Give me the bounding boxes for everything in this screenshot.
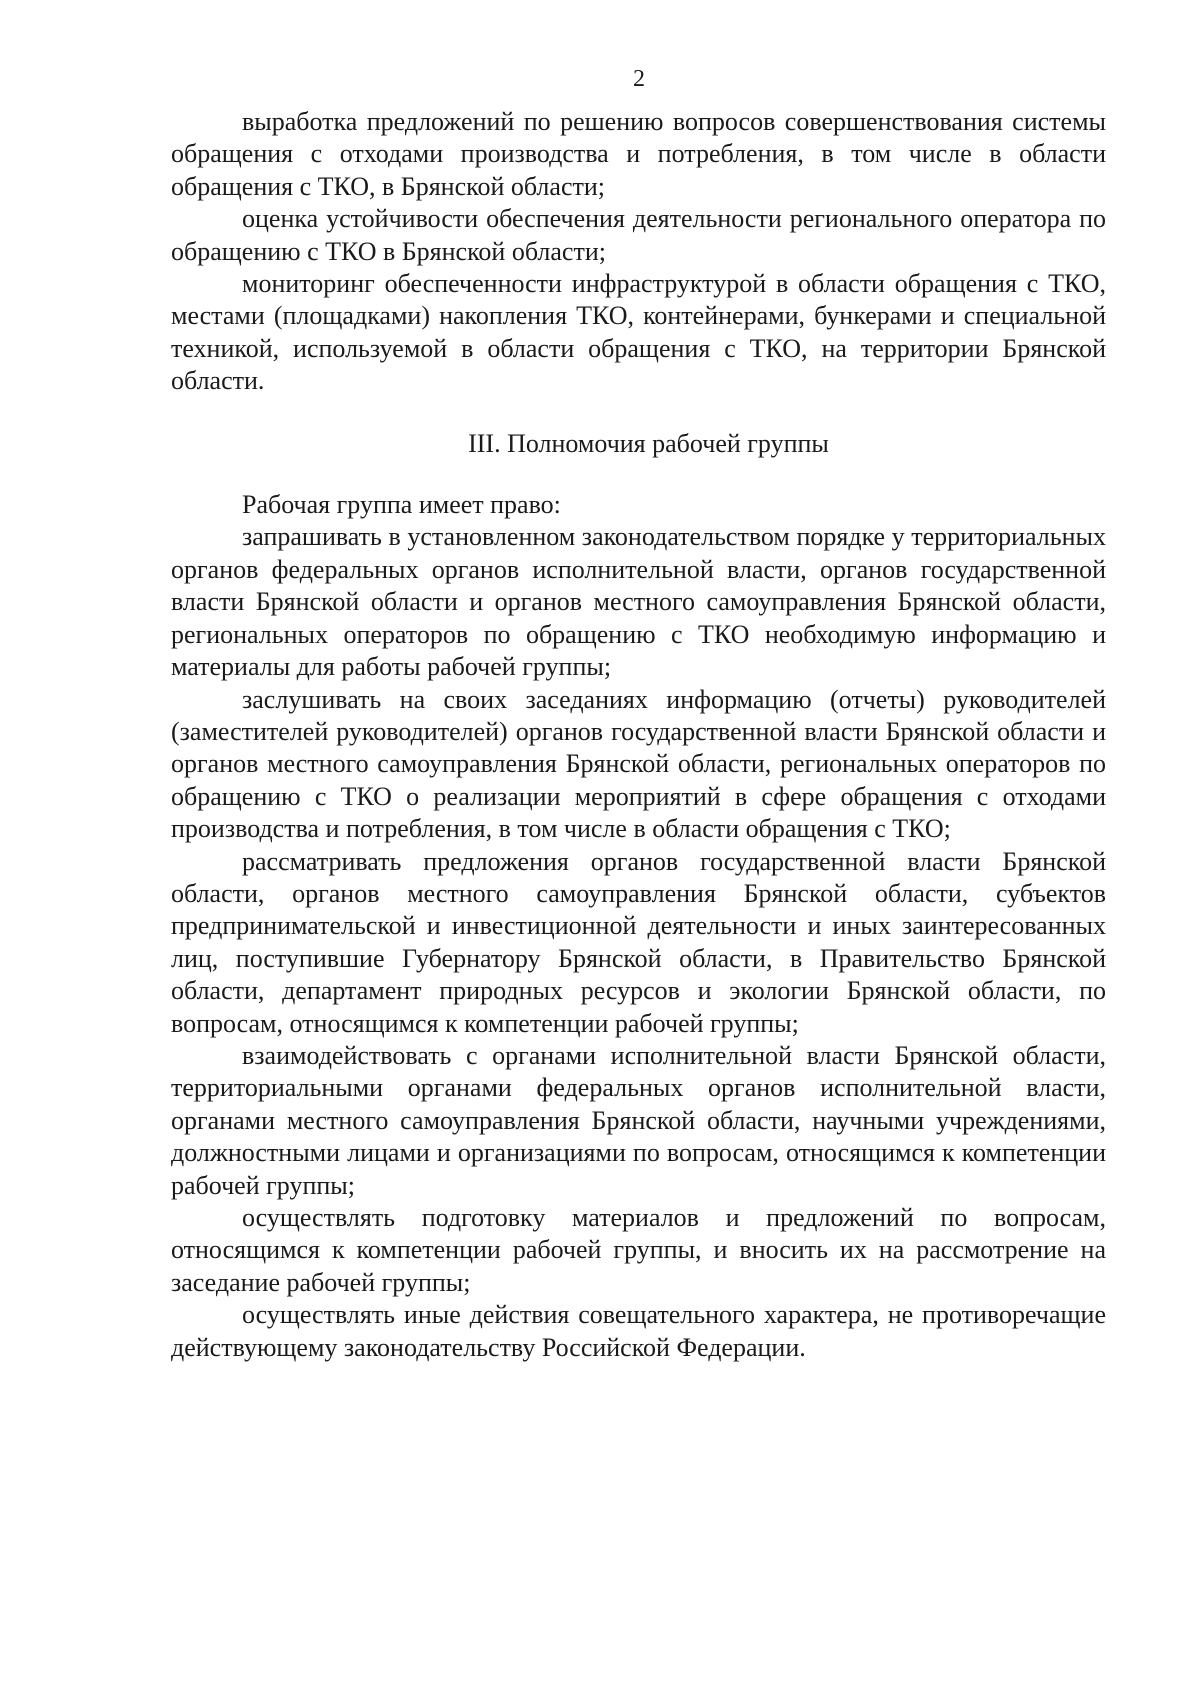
paragraph-rights-intro: Рабочая группа имеет право:	[242, 490, 561, 520]
paragraph-infrastructure-monitoring: мониторинг обеспеченности инфраструктурой в области обращения с ТКО, местами (площадками) накопления ТКО, контейнерами, бункерами и специальной техникой, используемой в области обращения с ТКО, на территории Брянской области.	[171, 269, 1106, 396]
paragraph-operator-stability: оценка устойчивости обеспечения деятельности регионального оператора по обращению с ТКО в Брянской области;	[171, 204, 1106, 266]
page-number: 2	[633, 66, 645, 92]
paragraph-prepare-materials: осуществлять подготовку материалов и предложений по вопросам, относящимся к компетенции рабочей группы, и вносить их на рассмотрение на заседание рабочей группы;	[171, 1203, 1106, 1297]
paragraph-other-actions: осуществлять иные действия совещательного характера, не противоречащие действующему законодательству Российской Федерации.	[171, 1300, 1106, 1362]
paragraph-interact: взаимодействовать с органами исполнительной власти Брянской области, территориальными органами федеральных органов исполнительной власти, органами местного самоуправления Брянской области, научными учреждениями, должностными лицами и организациями по вопросам, относящимся к компетенции рабочей группы;	[171, 1040, 1106, 1200]
paragraph-hear-reports: заслушивать на своих заседаниях информацию (отчеты) руководителей (заместителей руководителей) органов государственной власти Брянской области и органов местного самоуправления Брянской области, региональных операторов по обращению с ТКО о реализации мероприятий в сфере обращения с отходами производства и потребления, в том числе в области обращения с ТКО;	[171, 684, 1106, 844]
document-body	[171, 106, 1106, 1364]
section-heading: III. Полномочия рабочей группы	[468, 428, 829, 458]
paragraph-proposals: выработка предложений по решению вопросов совершенствования системы обращения с отходами производства и потребления, в том числе в области обращения с ТКО, в Брянской области;	[171, 107, 1106, 201]
paragraph-consider-proposals: рассматривать предложения органов государственной власти Брянской области, органов местного самоуправления Брянской области, субъектов предпринимательской и инвестиционной деятельности и иных заинтересованных лиц, поступившие Губернатору Брянской области, в Правительство Брянской области, департамент природных ресурсов и экологии Брянской области, по вопросам, относящимся к компетенции рабочей группы;	[171, 846, 1106, 1038]
paragraph-request-information: запрашивать в установленном законодательством порядке у территориальных органов федеральных органов исполнительной власти, органов государственной власти Брянской области и органов местного самоуправления Брянской области, региональных операторов по обращению с ТКО необходимую информацию и материалы для работы рабочей группы;	[171, 522, 1106, 682]
